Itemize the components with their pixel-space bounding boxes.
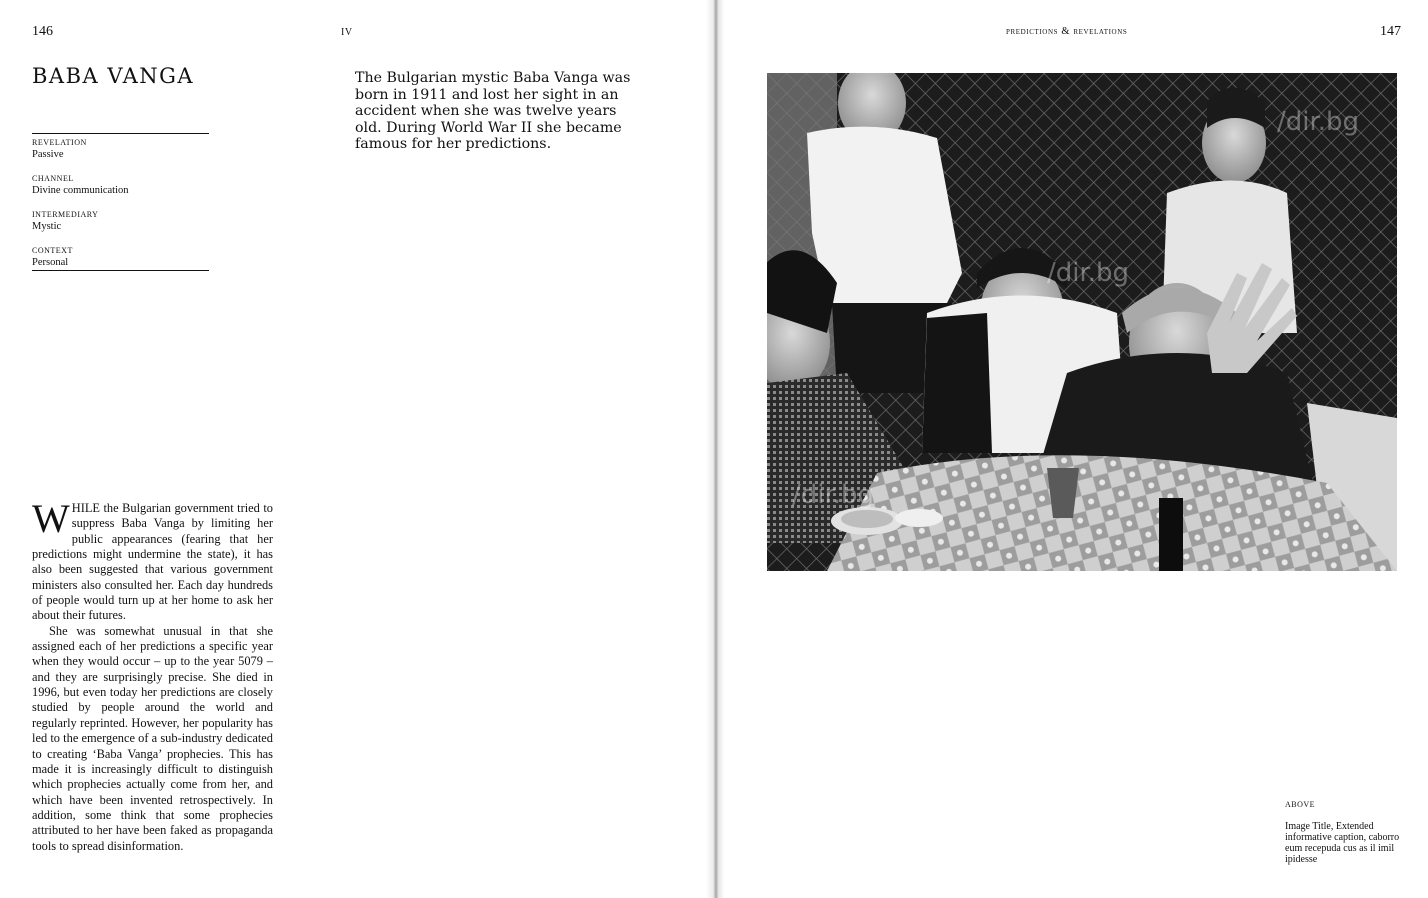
meta-value: Mystic (32, 221, 62, 232)
meta-label: INTERMEDIARY (32, 210, 99, 219)
watermark-text: /dir.bg (1047, 258, 1130, 288)
paragraph-1-text: the Bulgarian government tried to suppress Baba Vanga by limiting her public appearances (fearing that her predictions might undermine the state), it has also been suggested that various government ministers also consulted her. Each day hundreds of people would turn up at her home to ask her about their futures. (32, 501, 273, 623)
watermark-text: /dir.bg (792, 480, 875, 510)
first-word-rest: HILE (71, 501, 100, 515)
meta-label: CONTEXT (32, 246, 73, 255)
article-title: BABA VANGA (32, 64, 195, 88)
meta-label: REVELATION (32, 138, 87, 147)
body-text (32, 496, 273, 854)
photo-caption (1285, 800, 1405, 865)
meta-revelation (32, 137, 209, 161)
caption-label: ABOVE (1285, 800, 1316, 809)
meta-label: CHANNEL (32, 174, 74, 183)
meta-value: Personal (32, 257, 69, 268)
body-paragraph-1 (32, 496, 273, 624)
meta-context (32, 245, 209, 269)
meta-value: Divine communication (32, 185, 129, 196)
photo-illustration (767, 73, 1397, 571)
drop-cap: W (32, 496, 70, 541)
classification-box (32, 133, 209, 271)
watermark-text: /dir.bg (1277, 107, 1360, 137)
meta-value: Passive (32, 149, 64, 160)
meta-intermediary (32, 209, 209, 233)
section-number: IV (341, 27, 353, 38)
page-number-left: 146 (32, 24, 53, 39)
book-gutter-shadow (706, 0, 724, 898)
body-paragraph-2: She was somewhat unusual in that she assigned each of her predictions a specific year when they would occur – up to the year 5079 – and they are surprisingly precise. She died in 1996, but even today her predictions are closely studied by people around the world and regularly reprinted. However, her popularity has led to the emergence of a sub-industry dedicated to creating ‘Baba Vanga’ prophecies. This has made it is increasingly difficult to distinguish which prophecies actually come from her, and which have been invented retrospectively. In addition, some think that some prophecies attributed to her have been faked as propaganda tools to spread disinformation. (32, 623, 273, 853)
caption-text: Image Title, Extended informative caption, caborro eum recepuda cus as il imil ipidesse (1285, 821, 1400, 865)
running-head: predictions & revelations (1006, 26, 1128, 37)
page-number-right: 147 (1380, 24, 1401, 39)
right-page (716, 0, 1428, 898)
meta-channel (32, 173, 209, 197)
photograph (767, 73, 1397, 571)
left-page (0, 0, 712, 898)
lede-paragraph: The Bulgarian mystic Baba Vanga was born in 1911 and lost her sight in an accident when she was twelve years old. During World War II she became famous for her predictions. (355, 70, 631, 153)
